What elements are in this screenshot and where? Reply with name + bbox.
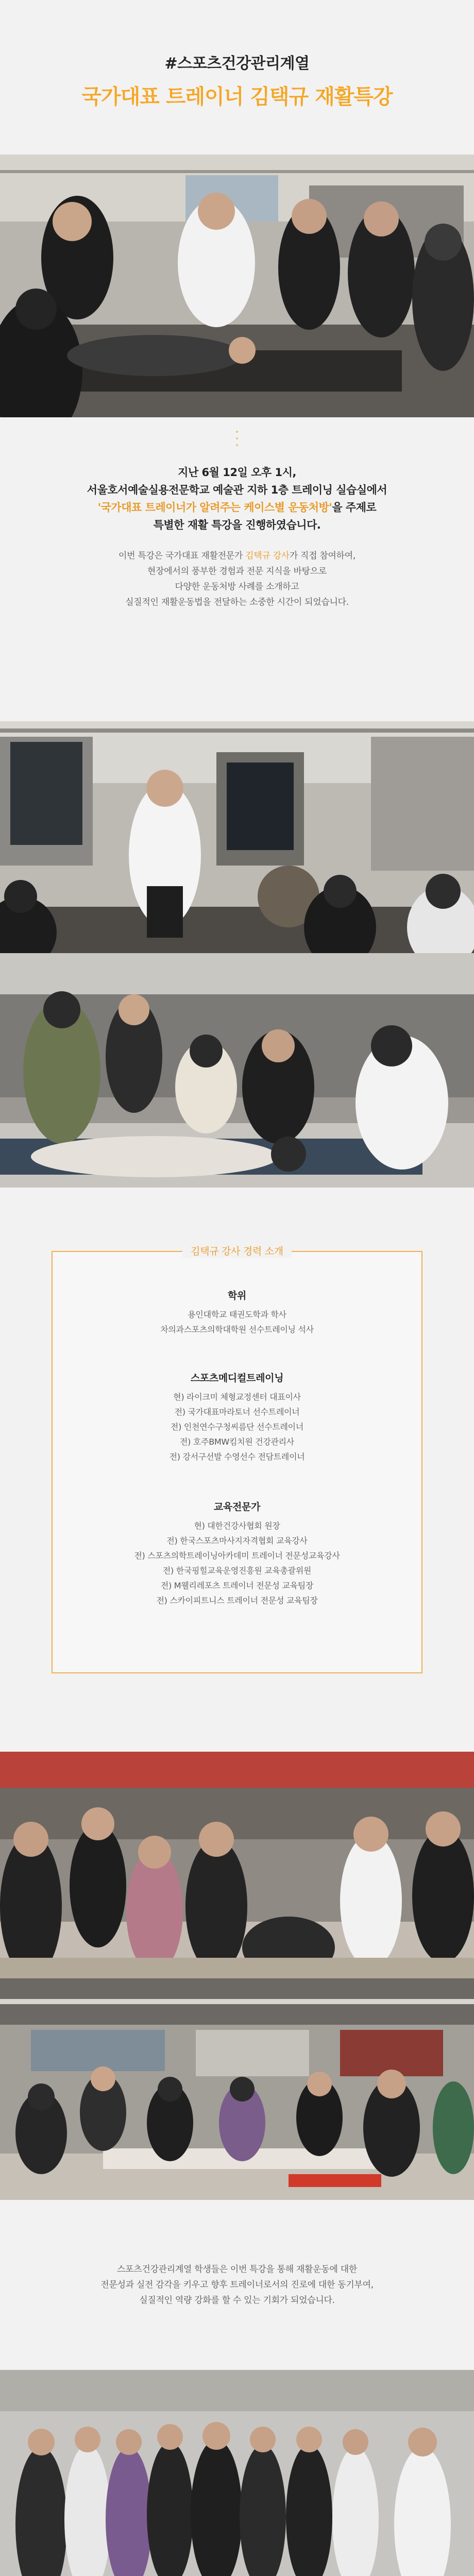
dots-divider xyxy=(0,431,474,446)
career-title: 김택규 강사 경력 소개 xyxy=(182,1244,292,1258)
outro-line: 실질적인 역량 강화를 할 수 있는 기회가 되었습니다. xyxy=(139,2295,335,2306)
career-item: 전) 인천연수구청씨름단 선수트레이너 xyxy=(170,1422,303,1432)
body-text-post: 가 직접 참여하여, xyxy=(289,551,356,561)
career-card xyxy=(52,1246,422,1673)
body-text-pre: 이번 특강은 국가대표 재활전문가 xyxy=(118,551,246,561)
career-item: 전) 스카이피트니스 트레이너 전문성 교육팀장 xyxy=(156,1596,318,1605)
instructor-name: 김택규 강사 xyxy=(245,551,290,561)
career-item: 전) 호주BMW킴치원 건강관리사 xyxy=(180,1437,294,1447)
career-section-medical-training xyxy=(53,1370,421,1464)
photo-gym-wide xyxy=(0,1978,474,2200)
section-heading: 학위 xyxy=(227,1290,247,1301)
career-item: 용인대학교 태권도학과 학사 xyxy=(188,1310,286,1319)
section-heading: 교육전문가 xyxy=(213,1501,261,1513)
career-section-degree xyxy=(53,1288,421,1337)
body-line: 실질적인 재활운동법을 전달하는 소중한 시간이 되었습니다. xyxy=(125,597,349,607)
body-line: 다양한 운동처방 사례를 소개하고 xyxy=(175,582,299,592)
intro-section xyxy=(0,464,474,610)
photo-gym-group xyxy=(0,1752,474,1978)
outro-line: 전문성과 실전 감각을 키우고 향후 트레이너로서의 진로에 대한 동기부여, xyxy=(100,2280,374,2290)
career-item: 전) 한국핑힐교육운영진흥원 교육총괄위원 xyxy=(162,1566,312,1575)
career-title-wrap xyxy=(53,1244,421,1258)
outro-line: 스포츠건강관리계열 학생들은 이번 특강을 통해 재활운동에 대한 xyxy=(117,2264,357,2275)
career-item: 전) 강서구선발 수영선수 전담트레이너 xyxy=(169,1452,305,1462)
lead-highlight: '국가대표 트레이너가 알려주는 케이스별 운동처방' xyxy=(97,501,332,514)
outro-section-1 xyxy=(0,2262,474,2308)
page-title: 국가대표 트레이너 김택규 재활특강 xyxy=(81,85,393,109)
body-line xyxy=(0,548,474,564)
career-item: 전) 스포츠의학트레이닝아카데미 트레이너 전문성교육강사 xyxy=(134,1551,340,1561)
lead-line xyxy=(0,499,474,516)
lead-line: 지난 6월 12일 오후 1시, xyxy=(178,466,296,479)
header xyxy=(0,0,474,155)
photo-lecture xyxy=(0,721,474,953)
photo-group xyxy=(0,2370,474,2576)
career-item: 전) 국가대표마라토너 선수트레이너 xyxy=(174,1407,300,1417)
body-line: 현장에서의 풍부한 경험과 전문 지식을 바탕으로 xyxy=(147,566,327,577)
photo-practice-session xyxy=(0,155,474,417)
career-item: 전) M웰리레포츠 트레이너 전문성 교육팀장 xyxy=(160,1581,314,1590)
career-item: 현) 대한건강사협회 원장 xyxy=(194,1521,280,1531)
career-item: 전) 한국스포츠마사지자격협회 교육강사 xyxy=(166,1536,308,1546)
career-section-education xyxy=(53,1499,421,1608)
section-heading: 스포츠메디컬트레이닝 xyxy=(190,1372,284,1384)
intro-lead xyxy=(0,464,474,534)
intro-body xyxy=(0,548,474,610)
career-item: 차의과스포츠의학대학원 선수트레이닝 석사 xyxy=(160,1325,314,1334)
lead-rest: 을 주제로 xyxy=(332,501,377,514)
lead-line: 특별한 재활 특강을 진행하였습니다. xyxy=(153,519,321,531)
lead-line: 서울호서예술실용전문학교 예술관 지하 1층 트레이닝 실습실에서 xyxy=(87,484,387,496)
career-item: 현) 라이크미 체형교정센터 대표이사 xyxy=(173,1392,301,1402)
hashtag-title: #스포츠건강관리계열 xyxy=(164,55,310,73)
photo-massage-practice xyxy=(0,953,474,1188)
